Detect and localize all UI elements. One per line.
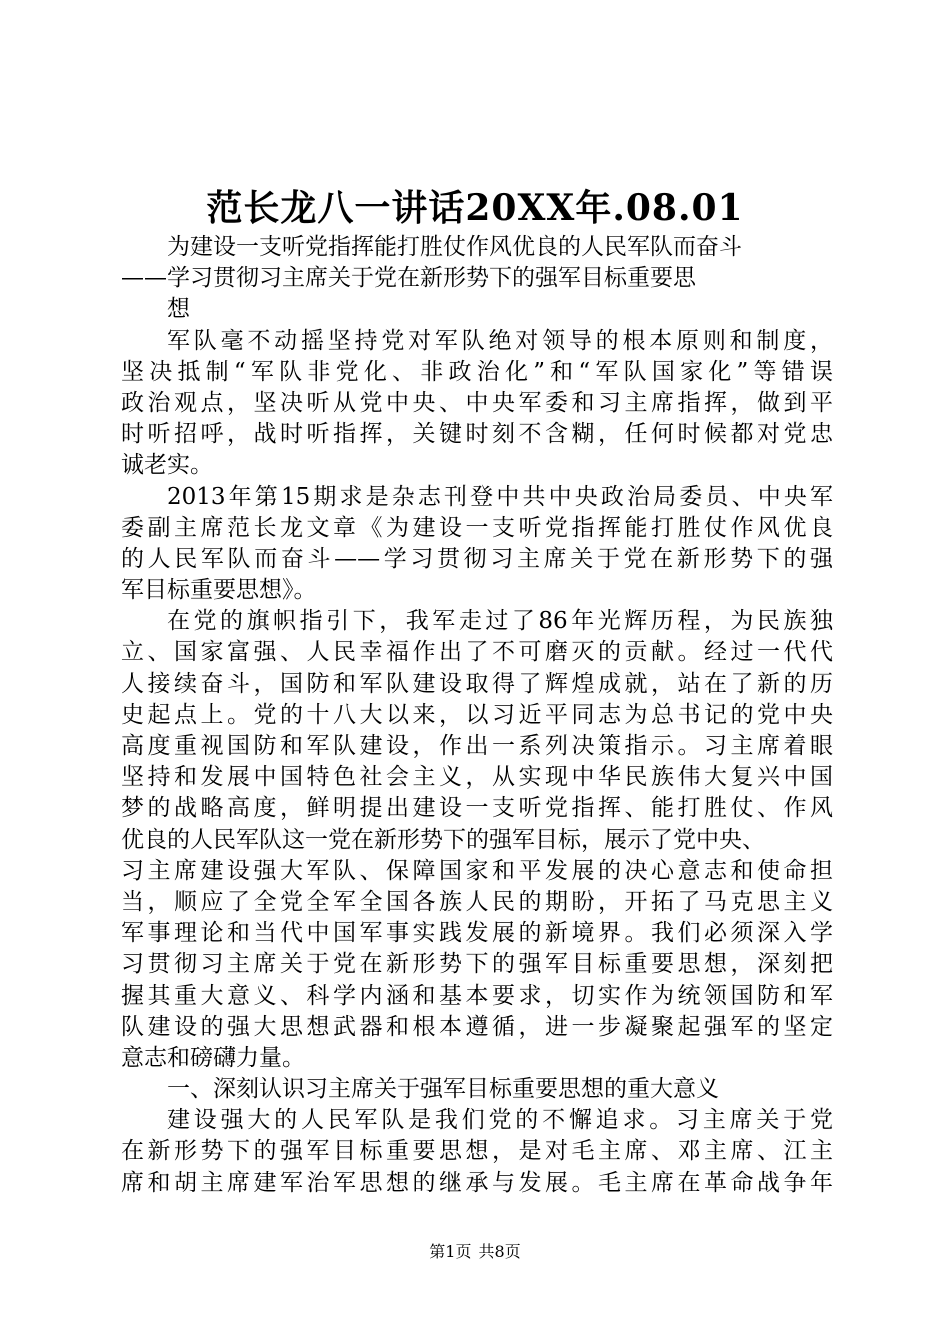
paragraph-line: 军目标重要思想》。 [121, 577, 317, 604]
paragraph-line: 军队毫不动摇坚持党对军队绝对领导的根本原则和制度， [167, 327, 833, 354]
paragraph-line: 时听招呼，战时听指挥，关键时刻不含糊，任何时候都对党忠 [121, 421, 833, 448]
page-total: 共8页 [478, 1242, 521, 1261]
paragraph-line: 席和胡主席建军治军思想的继承与发展。毛主席在革命战争年 [121, 1169, 833, 1196]
subtitle-line: ——学习贯彻习主席关于党在新形势下的强军目标重要思 [121, 265, 696, 292]
paragraph-line: 在党的旗帜指引下，我军走过了86年光辉历程，为民族独 [167, 608, 833, 635]
paragraph-line: 优良的人民军队这一党在新形势下的强军目标，展示了党中央、 [121, 826, 765, 853]
paragraph-line: 习主席建设强大军队、保障国家和平发展的决心意志和使命担 [121, 857, 833, 884]
paragraph-line: 建设强大的人民军队是我们党的不懈追求。习主席关于党 [167, 1107, 833, 1134]
page-footer [0, 1241, 950, 1263]
paragraph-line: 的人民军队而奋斗——学习贯彻习主席关于党在新形势下的强 [121, 545, 833, 572]
page-number: 第1页 [429, 1242, 472, 1261]
section-heading: 一、深刻认识习主席关于强军目标重要思想的重大意义 [167, 1076, 719, 1103]
page-title: 范长龙八一讲话20XX年.08.01 [206, 187, 744, 229]
paragraph-line: 委副主席范长龙文章《为建设一支听党指挥能打胜仗作风优良 [121, 514, 833, 541]
paragraph-line: 习贯彻习主席关于党在新形势下的强军目标重要思想，深刻把 [121, 951, 833, 978]
paragraph-line: 坚决抵制“军队非党化、非政治化”和“军队国家化”等错误 [121, 358, 833, 385]
paragraph-line: 诚老实。 [121, 452, 213, 479]
paragraph-line: 意志和磅礴力量。 [121, 1044, 305, 1071]
document-body [121, 232, 833, 1199]
paragraph-line: 坚持和发展中国特色社会主义，从实现中华民族伟大复兴中国 [121, 764, 833, 791]
paragraph-line: 军事理论和当代中国军事实践发展的新境界。我们必须深入学 [121, 920, 833, 947]
paragraph-line: 史起点上。党的十八大以来，以习近平同志为总书记的党中央 [121, 701, 833, 728]
paragraph-line: 高度重视国防和军队建设，作出一系列决策指示。习主席着眼 [121, 733, 833, 759]
subtitle-line: 为建设一支听党指挥能打胜仗作风优良的人民军队而奋斗 [167, 234, 742, 260]
paragraph-line: 政治观点，坚决听从党中央、中央军委和习主席指挥，做到平 [121, 389, 833, 416]
paragraph-line: 立、国家富强、人民幸福作出了不可磨灭的贡献。经过一代代 [121, 639, 833, 666]
paragraph-line: 2013年第15期求是杂志刊登中共中央政治局委员、中央军 [167, 483, 833, 510]
paragraph-line: 队建设的强大思想武器和根本遵循，进一步凝聚起强军的坚定 [121, 1013, 833, 1040]
paragraph-line: 梦的战略高度，鲜明提出建设一支听党指挥、能打胜仗、作风 [121, 795, 833, 822]
paragraph-line: 人接续奋斗，国防和军队建设取得了辉煌成就，站在了新的历 [121, 670, 833, 697]
subtitle-line: 想 [167, 296, 190, 323]
paragraph-line: 握其重大意义、科学内涵和基本要求，切实作为统领国防和军 [121, 982, 833, 1009]
paragraph-line: 在新形势下的强军目标重要思想，是对毛主席、邓主席、江主 [121, 1138, 833, 1165]
paragraph-line: 当，顺应了全党全军全国各族人民的期盼，开拓了马克思主义 [121, 888, 833, 915]
